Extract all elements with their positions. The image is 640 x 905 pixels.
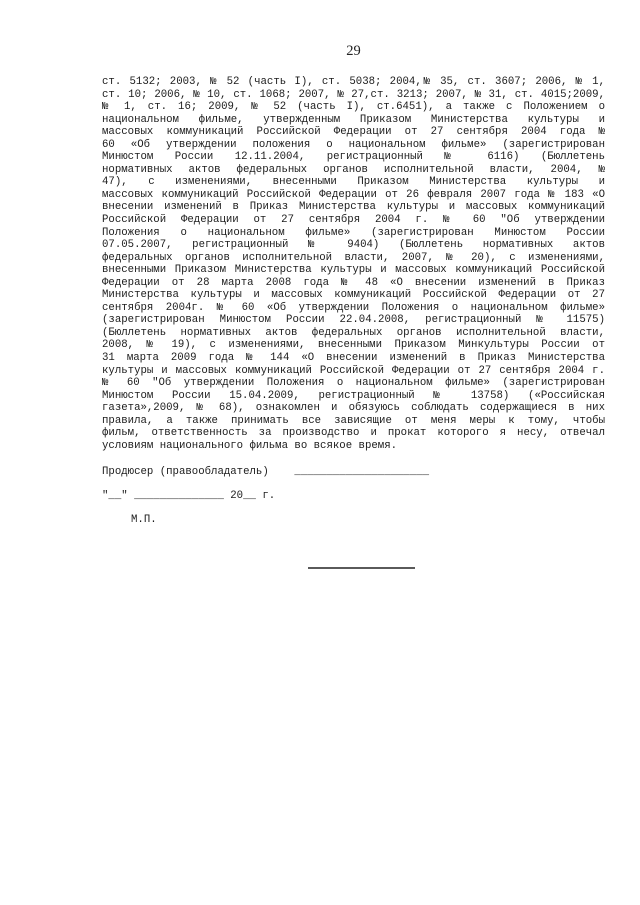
document-line: массовых коммуникаций Российской Федерации от 27 сентября 2004 года № — [102, 126, 605, 139]
document-line: внесении изменений в Приказ Министерства культуры и массовых коммуникаций — [102, 201, 605, 214]
document-body — [102, 76, 605, 440]
document-line: культуры и массовых коммуникаций Российской Федерации от 27 сентября 2004 г. — [102, 364, 605, 377]
document-line: 47), с изменениями, внесенными Приказом Министерства культуры и — [102, 176, 605, 189]
document-line: Минюстом России 15.04.2009, регистрационный № 13758) («Российская — [102, 389, 605, 402]
document-line: внесенными Приказом Министерства культуры и массовых коммуникаций Российской — [102, 264, 605, 277]
document-line: Министерства культуры и массовых коммуникаций Российской Федерации от 27 — [102, 289, 605, 302]
document-line: правила, а также принимать все зависящие от меня меры к тому, чтобы — [102, 414, 605, 427]
document-line: ст. 10; 2006, № 10, ст. 1068; 2007, № 27,ст. 3213; 2007, № 31, ст. 4015;2009, — [102, 88, 605, 101]
document-line: 2008, № 19), с изменениями, внесенными Приказом Минкультуры России от — [102, 339, 605, 352]
document-line: (зарегистрирован Минюстом России 22.04.2008, регистрационный № 11575) — [102, 314, 605, 327]
document-line: нормативных актов федеральных органов исполнительной власти, 2004, № — [102, 163, 605, 176]
document-line: национальном фильме, утвержденным Приказом Министерства культуры и — [102, 113, 605, 126]
document-line: массовых коммуникаций Российской Федерации от 26 февраля 2007 года № 183 «О — [102, 188, 605, 201]
signature-rule — [308, 567, 415, 569]
document-line: Федерации от 28 марта 2008 года № 48 «О внесении изменений в Приказ — [102, 276, 605, 289]
document-line: газета»,2009, № 68), ознакомлен и обязуюсь соблюдать содержащиеся в них — [102, 402, 605, 415]
document-line: № 1, ст. 16; 2009, № 52 (часть I), ст.6451), а также с Положением о — [102, 101, 605, 114]
document-last-line: условиям национального фильма во всякое время. — [102, 439, 398, 452]
document-line: ст. 5132; 2003, № 52 (часть I), ст. 5038; 2004,№ 35, ст. 3607; 2006, № 1, — [102, 76, 605, 88]
document-line: Минюстом России 12.11.2004, регистрационный № 6116) (Бюллетень — [102, 151, 605, 164]
document-line: федеральных органов исполнительной власти, 2007, № 20), с изменениями, — [102, 251, 605, 264]
date-signature-line: "__" ______________ 20__ г. — [102, 489, 276, 502]
page-number: 29 — [346, 43, 361, 59]
document-line: 07.05.2007, регистрационный № 9404) (Бюллетень нормативных актов — [102, 239, 605, 252]
document-line: Российской Федерации от 27 сентября 2004 г. № 60 "Об утверждении — [102, 214, 605, 227]
document-line: 60 «Об утверждении положения о национальном фильме» (зарегистрирован — [102, 138, 605, 151]
document-content — [102, 76, 605, 526]
producer-signature-line: Продюсер (правообладатель) _____________________ — [102, 466, 430, 479]
document-line: фильм, ответственность за производство и прокат которого я несу, отвечал — [102, 427, 605, 440]
document-line: 31 марта 2009 года № 144 «О внесении изменений в Приказ Министерства — [102, 352, 605, 365]
document-line: (Бюллетень нормативных актов федеральных органов исполнительной власти, — [102, 326, 605, 339]
document-line: № 60 "Об утверждении Положения о национальном фильме» (зарегистрирован — [102, 377, 605, 390]
seal-mark: М.П. — [131, 513, 157, 526]
document-line: Положения о национальном фильме» (зарегистрирован Минюстом России — [102, 226, 605, 239]
document-line: сентября 2004г. № 60 «Об утверждении Положения о национальном фильме» — [102, 301, 605, 314]
